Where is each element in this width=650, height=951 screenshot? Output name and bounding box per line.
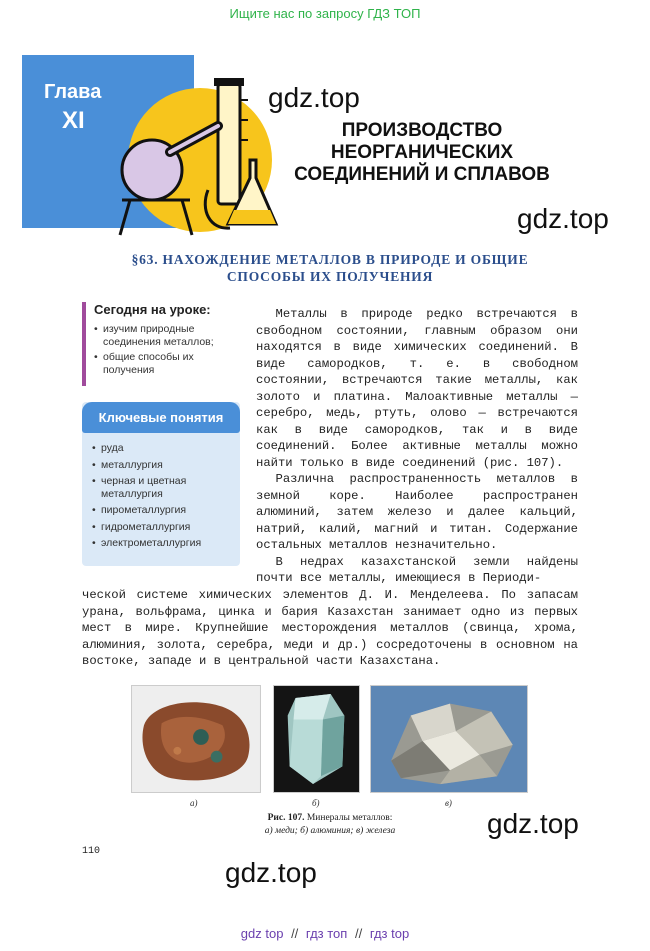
list-item: • металлургия — [92, 459, 232, 472]
footer-link[interactable]: гдз top — [369, 926, 410, 941]
header-link[interactable]: Ищите нас по запросу ГДЗ ТОП — [229, 6, 421, 21]
watermark: gdz.top — [268, 82, 360, 113]
aluminium-mineral-photo — [273, 685, 360, 793]
iron-mineral-photo — [370, 685, 528, 793]
chapter-title-line: НЕОРГАНИЧЕСКИХ — [330, 142, 514, 163]
chapter-title-line: ПРОИЗВОДСТВО — [341, 120, 503, 141]
watermark: gdz.top — [517, 203, 609, 234]
chapter-number: XI — [62, 107, 85, 134]
chapter-word: Глава — [44, 81, 102, 103]
caption-text: Минералы металлов: — [306, 813, 393, 823]
list-item: • изучим природные соединения металлов; — [94, 323, 242, 349]
watermark: gdz.top — [487, 808, 579, 839]
chapter-title-line: СОЕДИНЕНИЙ И СПЛАВОВ — [294, 164, 550, 185]
today-lesson-box — [82, 302, 242, 386]
list-item: • черная и цветная металлургия — [92, 475, 232, 500]
paragraph: В недрах казахстанской земли найдены почти все металлы, имеющиеся в Периоди- — [256, 554, 578, 585]
paragraph: ческой системе химических элементов Д. И. Менделеева. По запасам урана, вольфрама, цинка и бария Казахстан занимает одно из первых мест в мире. Крупнейшие месторождения металлов (свинца, хрома, алюминия, золота, серебра, меди и др.) сосредоточены в основном на востоке, западе и в центральной части Казахстана. — [82, 588, 578, 668]
page-number: 110 — [82, 846, 101, 857]
section-title: §63. НАХОЖДЕНИЕ МЕТАЛЛОВ В ПРИРОДЕ И ОБЩИЕ СПОСОБЫ ИХ ПОЛУЧЕНИЯ — [131, 252, 529, 284]
paragraph: Металлы в природе редко встречаются в свободном состоянии, главным образом они находятся в виде химических соединений. В виде самородков, т. е. в свободном состоянии, встречаются такие металлы, как золото и платина. Малоактивные металлы — серебро, медь, ртуть, олово — встречаются как в виде самородков, так и в виде соединений. Более активные металлы можно найти только в виде соединений (рис. 107). — [256, 307, 578, 470]
chemistry-flasks-illustration — [100, 60, 290, 240]
list-item: • руда — [92, 442, 232, 455]
photo-label: б) — [312, 798, 320, 808]
list-item: • гидрометаллургия — [92, 521, 232, 534]
key-concepts-box — [82, 402, 240, 566]
caption-parts: а) меди; б) алюминия; в) железа — [264, 826, 396, 836]
list-item: • общие способы их получения — [94, 351, 242, 377]
footer-link[interactable]: гдз топ — [305, 926, 348, 941]
key-concepts-title: Ключевые понятия — [82, 402, 240, 433]
caption-title: Рис. 107. — [267, 813, 305, 823]
body-text-column — [256, 306, 578, 587]
paragraph: Различна распространенность металлов в земной коре. Наиболее распространен алюминий, затем железо и далее кальций, натрий, калий, магний и титан. Содержание остальных металлов незначительно. — [256, 472, 578, 552]
photo-label: в) — [445, 798, 452, 808]
body-text-full — [82, 587, 578, 670]
chapter-title — [272, 120, 572, 186]
footer-separator: // — [354, 926, 363, 941]
figure-caption — [200, 812, 460, 838]
list-item: • пирометаллургия — [92, 504, 232, 517]
today-title: Сегодня на уроке: — [94, 302, 211, 317]
watermark: gdz.top — [225, 857, 317, 888]
footer-links — [0, 926, 650, 941]
footer-separator: // — [291, 926, 299, 941]
photo-label: а) — [190, 798, 198, 808]
footer-link[interactable]: gdz top — [240, 926, 284, 941]
copper-mineral-photo — [131, 685, 261, 793]
list-item: • электрометаллургия — [92, 537, 232, 550]
